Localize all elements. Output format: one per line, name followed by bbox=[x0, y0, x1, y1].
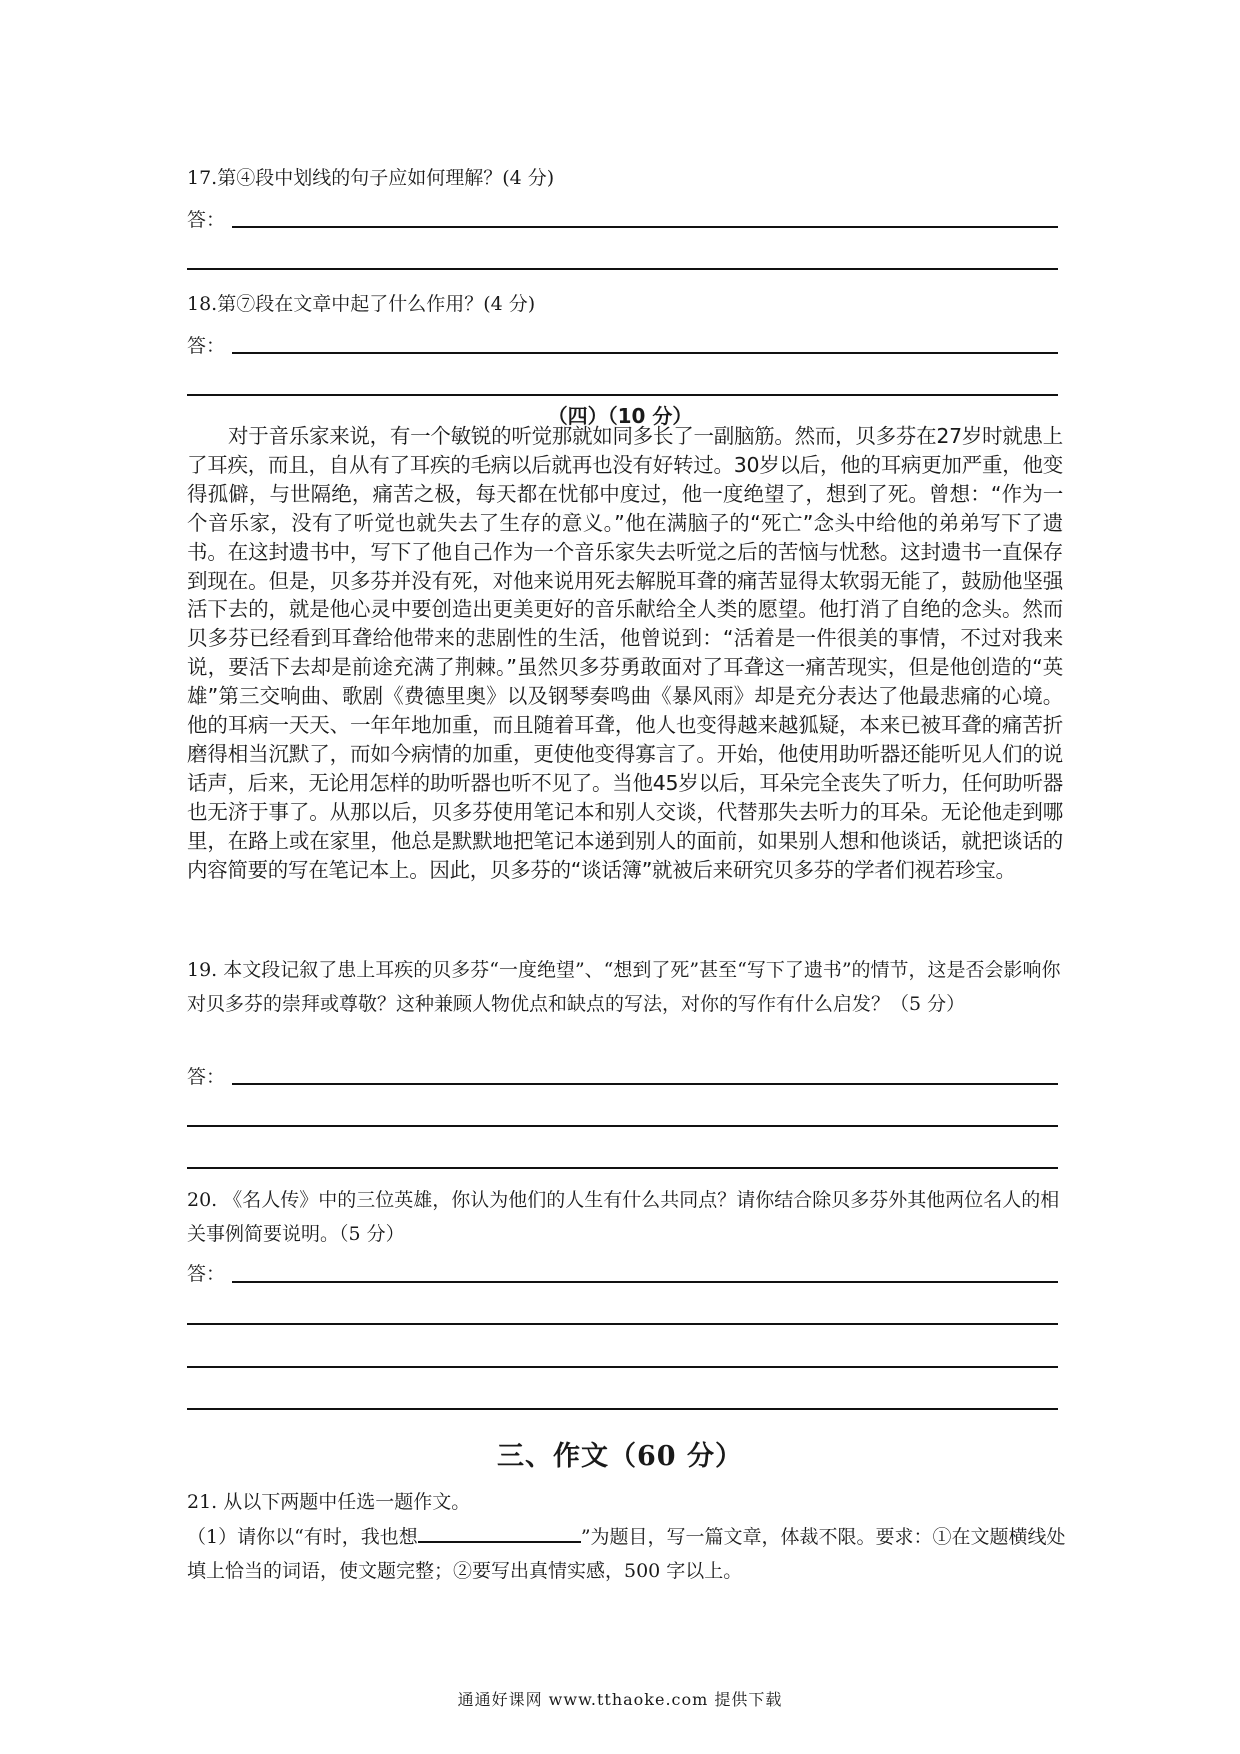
answer-line-19-1[interactable] bbox=[232, 1083, 1058, 1085]
answer-label-17: 答： bbox=[187, 209, 226, 231]
answer-line-18-1[interactable] bbox=[232, 352, 1058, 354]
question-20: 20. 《名人传》中的三位英雄，你认为他们的人生有什么共同点？请你结合除贝多芬外其他两位名人的相关事例简要说明。（5 分） bbox=[187, 1189, 1060, 1245]
answer-line-19-2[interactable] bbox=[187, 1125, 1058, 1127]
answer-line-18-2[interactable] bbox=[187, 394, 1058, 396]
question-18: 18.第⑦段在文章中起了什么作用？(4 分) bbox=[187, 293, 536, 315]
reading-passage: 对于音乐家来说，有一个敏锐的听觉那就如同多长了一副脑筋。然而，贝多芬在27岁时就患上了耳疾，而且，自从有了耳疾的毛病以后就再也没有好转过。30岁以后，他的耳病更加严重，他变得孤僻，与世隔绝，痛苦之极，每天都在忧郁中度过，他一度绝望了，想到了死。曾想：“作为一个音乐家，没有了听觉也就失去了生存的意义。”他在满脑子的“死亡”念头中给他的弟弟写下了遗书。在这封遗书中，写下了他自己作为一个音乐家失去听觉之后的苦恼与忧愁。这封遗书一直保存到现在。但是，贝多芬并没有死，对他来说用死去解脱耳聋的痛苦显得太软弱无能了，鼓励他坚强活下去的，就是他心灵中要创造出更美更好的音乐献给全人类的愿望。他打消了自绝的念头。然而贝多芬已经看到耳聋给他带来的悲剧性的生活，他曾说到：“活着是一件很美的事情，不过对我来说，要活下去却是前途充满了荆棘。”虽然贝多芬勇敢面对了耳聋这一痛苦现实，但是他创造的“英雄”第三交响曲、歌剧《费德里奥》以及钢琴奏鸣曲《暴风雨》却是充分表达了他最悲痛的心境。他的耳病一天天、一年年地加重，而且随着耳聋，他人也变得越来越狐疑，本来已被耳聋的痛苦折磨得相当沉默了，而如今病情的加重，更使他变得寡言了。开始，他使用助听器还能听见人们的说话声，后来，无论用怎样的助听器也听不见了。当他45岁以后，耳朵完全丧失了听力，任何助听器也无济于事了。从那以后，贝多芬使用笔记本和别人交谈，代替那失去听力的耳朵。无论他走到哪里，在路上或在家里，他总是默默地把笔记本递到别人的面前，如果别人想和他谈话，就把谈话的内容简要的写在笔记本上。因此，贝多芬的“谈话簿”就被后来研究贝多芬的学者们视若珍宝。 bbox=[187, 424, 1063, 882]
option-1-prefix: （1）请你以“有时，我也想 bbox=[187, 1526, 418, 1548]
question-21: 21. 从以下两题中任选一题作文。 bbox=[187, 1491, 471, 1513]
answer-label-19: 答： bbox=[187, 1066, 226, 1088]
answer-line-20-2[interactable] bbox=[187, 1323, 1058, 1325]
composition-section-title: 三、作文（60 分） bbox=[497, 1441, 743, 1472]
section-4-heading: （四）（10 分） bbox=[547, 404, 693, 428]
title-fill-blank[interactable] bbox=[418, 1523, 581, 1543]
answer-line-19-3[interactable] bbox=[187, 1167, 1058, 1169]
answer-line-17-1[interactable] bbox=[232, 226, 1058, 228]
answer-label-18: 答： bbox=[187, 335, 226, 357]
answer-line-20-4[interactable] bbox=[187, 1408, 1058, 1410]
answer-line-17-2[interactable] bbox=[187, 268, 1058, 270]
footer-credit: 通通好课网 www.tthaoke.com 提供下载 bbox=[457, 1690, 783, 1709]
question-17: 17.第④段中划线的句子应如何理解？(4 分) bbox=[187, 167, 555, 189]
answer-line-20-3[interactable] bbox=[187, 1366, 1058, 1368]
option-1-suffix: ”为题目，写一篇文章，体裁不限。要求：①在文题横线处填上恰当的词语，使文题完整；②要写出真情实感，500 字以上。 bbox=[187, 1526, 1066, 1582]
answer-line-20-1[interactable] bbox=[232, 1281, 1058, 1283]
question-21-option-1 bbox=[187, 1520, 1067, 1588]
answer-label-20: 答： bbox=[187, 1263, 226, 1285]
question-19: 19. 本文段记叙了患上耳疾的贝多芬“一度绝望”、“想到了死”甚至“写下了遗书”的情节，这是否会影响你对贝多芬的崇拜或尊敬？这种兼顾人物优点和缺点的写法，对你的写作有什么启发？（5 分） bbox=[187, 959, 1061, 1015]
